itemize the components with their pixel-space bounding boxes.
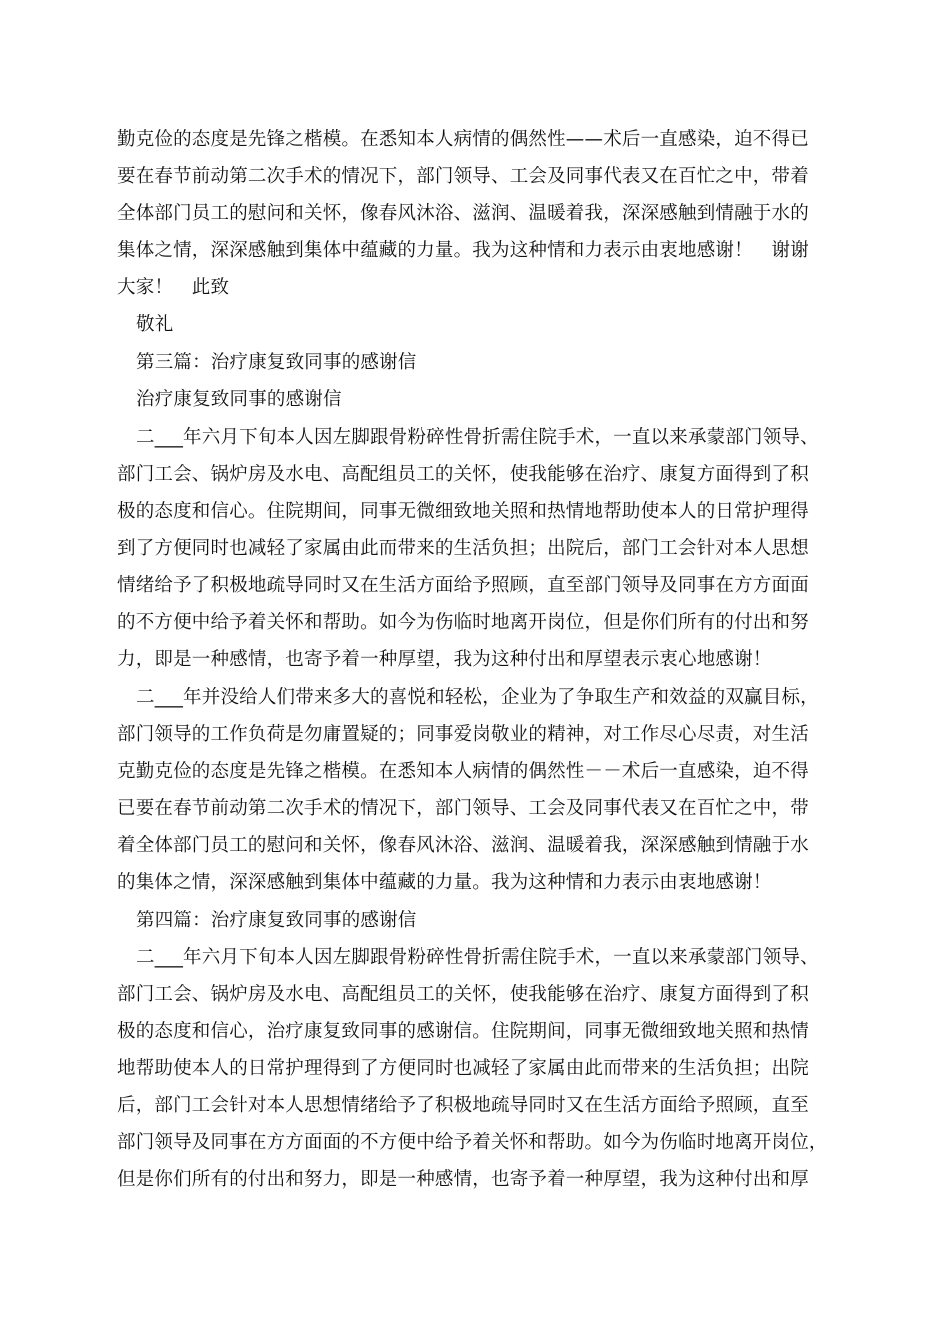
paragraph-line: 部门领导的工作负荷是勿庸置疑的；同事爱岗敬业的精神，对工作尽心尽责，对生活: [117, 724, 809, 745]
paragraph-line: 情绪给予了积极地疏导同时又在生活方面给予照顾，直至部门领导及同事在方方面面: [117, 575, 809, 596]
paragraph-line: 部门工会、锅炉房及水电、高配组员工的关怀，使我能够在治疗、康复方面得到了积: [117, 464, 809, 485]
paragraph-line: 二___年并没给人们带来多大的喜悦和轻松，企业为了争取生产和效益的双赢目标，: [136, 687, 819, 708]
paragraph-line: 要在春节前动第二次手术的情况下，部门领导、工会及同事代表又在百忙之中，带着: [117, 166, 809, 187]
paragraph-line: 力，即是一种感情，也寄予着一种厚望，我为这种付出和厚望表示衷心地感谢！: [117, 649, 772, 670]
paragraph-line: 全体部门员工的慰问和关怀，像春风沐浴、滋润、温暖着我，深深感触到情融于水的: [117, 203, 809, 224]
section-heading: 第四篇：治疗康复致同事的感谢信: [136, 910, 417, 931]
paragraph-line: 极的态度和信心，治疗康复致同事的感谢信。住院期间，同事无微细致地关照和热情: [117, 1021, 809, 1042]
paragraph-line: 二___年六月下旬本人因左脚跟骨粉碎性骨折需住院手术，一直以来承蒙部门领导、: [136, 947, 819, 968]
paragraph-line: 地帮助使本人的日常护理得到了方便同时也减轻了家属由此而带来的生活负担；出院: [117, 1058, 809, 1079]
paragraph-line: 大家！ 此致: [117, 277, 230, 298]
paragraph-line: 后，部门工会针对本人思想情绪给予了积极地疏导同时又在生活方面给予照顾，直至: [117, 1095, 809, 1116]
paragraph-line: 到了方便同时也减轻了家属由此而带来的生活负担；出院后，部门工会针对本人思想: [117, 538, 809, 559]
paragraph-line: 但是你们所有的付出和努力，即是一种感情，也寄予着一种厚望，我为这种付出和厚: [117, 1169, 809, 1190]
paragraph-line: 的集体之情，深深感触到集体中蕴藏的力量。我为这种情和力表示由衷地感谢！: [117, 872, 772, 893]
paragraph-line: 着全体部门员工的慰问和关怀，像春风沐浴、滋润、温暖着我，深深感触到情融于水: [117, 835, 809, 856]
paragraph-line: 克勤克俭的态度是先锋之楷模。在悉知本人病情的偶然性－－术后一直感染，迫不得: [117, 761, 809, 782]
paragraph-line: 已要在春节前动第二次手术的情况下，部门领导、工会及同事代表又在百忙之中，带: [117, 798, 809, 819]
closing-salutation: 敬礼: [136, 314, 174, 335]
paragraph-line: 极的态度和信心。住院期间，同事无微细致地关照和热情地帮助使本人的日常护理得: [117, 501, 809, 522]
paragraph-line: 勤克俭的态度是先锋之楷模。在悉知本人病情的偶然性——术后一直感染，迫不得已: [117, 129, 809, 150]
paragraph-line: 的不方便中给予着关怀和帮助。如今为伤临时地离开岗位，但是你们所有的付出和努: [117, 612, 809, 633]
paragraph-line: 部门领导及同事在方方面面的不方便中给予着关怀和帮助。如今为伤临时地离开岗位，: [117, 1132, 828, 1153]
letter-title: 治疗康复致同事的感谢信: [136, 389, 342, 410]
section-heading: 第三篇：治疗康复致同事的感谢信: [136, 352, 417, 373]
paragraph-line: 部门工会、锅炉房及水电、高配组员工的关怀，使我能够在治疗、康复方面得到了积: [117, 984, 809, 1005]
paragraph-line: 集体之情，深深感触到集体中蕴藏的力量。我为这种情和力表示由衷地感谢！ 谢谢: [117, 240, 809, 261]
paragraph-line: 二___年六月下旬本人因左脚跟骨粉碎性骨折需住院手术，一直以来承蒙部门领导、: [136, 427, 819, 448]
